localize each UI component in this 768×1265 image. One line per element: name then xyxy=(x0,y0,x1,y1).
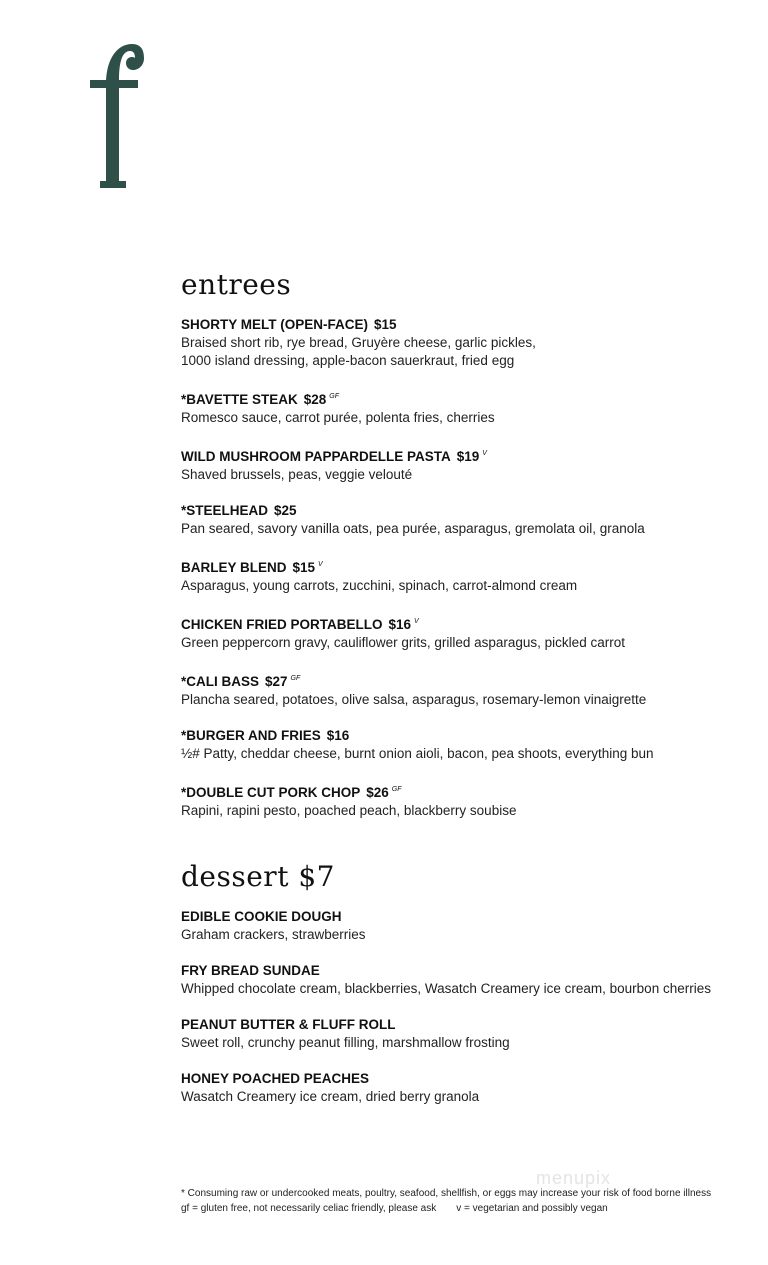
item-description: Braised short rib, rye bread, Gruyère cheese, garlic pickles, xyxy=(181,335,536,350)
item-price: $16 xyxy=(326,728,350,743)
dietary-tag: V xyxy=(414,618,419,625)
item-name: WILD MUSHROOM PAPPARDELLE PASTA xyxy=(181,449,451,464)
item-price: $26 xyxy=(366,785,389,800)
dietary-tag: GF xyxy=(290,675,301,682)
item-name: CHICKEN FRIED PORTABELLO xyxy=(181,617,383,632)
menu-item-chicken-fried-portabello xyxy=(181,613,741,652)
restaurant-logo xyxy=(88,40,144,190)
menu-item-poached-peaches xyxy=(181,1070,741,1106)
item-price: $16 xyxy=(388,617,412,632)
menu-item-bavette-steak xyxy=(181,388,741,427)
menu-item-cookie-dough xyxy=(181,908,741,944)
menu-item-steelhead xyxy=(181,502,741,538)
item-description: Plancha seared, potatoes, olive salsa, asparagus, rosemary-lemon vinaigrette xyxy=(181,692,647,707)
item-price: $19 xyxy=(456,449,480,464)
menu-item-mushroom-pasta xyxy=(181,445,741,484)
item-description: Green peppercorn gravy, cauliflower grits, grilled asparagus, pickled carrot xyxy=(181,635,625,650)
vegetarian-legend: v = vegetarian and possibly vegan xyxy=(456,1203,608,1214)
item-description: 1000 island dressing, apple-bacon sauerkraut, fried egg xyxy=(181,353,515,368)
item-price: $28 xyxy=(303,392,327,407)
footer-notes xyxy=(181,1186,741,1216)
dessert-heading: dessert $7 xyxy=(181,860,335,893)
entrees-heading: entrees xyxy=(181,268,292,301)
item-price: $27 xyxy=(265,674,288,689)
item-description: Asparagus, young carrots, zucchini, spinach, carrot-almond cream xyxy=(181,578,578,593)
item-name: *BURGER AND FRIES xyxy=(181,728,321,743)
menu-item-burger-and-fries xyxy=(181,727,741,763)
item-description: ½# Patty, cheddar cheese, burnt onion aioli, bacon, pea shoots, everything bun xyxy=(181,746,654,761)
item-description: Shaved brussels, peas, veggie velouté xyxy=(181,467,413,482)
item-name: *CALI BASS xyxy=(181,674,260,689)
menu-item-barley-blend xyxy=(181,556,741,595)
raw-food-disclaimer: * Consuming raw or undercooked meats, poultry, seafood, shellfish, or eggs may increase your risk of food borne illness xyxy=(181,1188,712,1199)
item-description: Rapini, rapini pesto, poached peach, blackberry soubise xyxy=(181,803,517,818)
menu-item-cali-bass xyxy=(181,670,741,709)
item-name: BARLEY BLEND xyxy=(181,560,287,575)
item-price: $25 xyxy=(274,503,297,518)
menu-item-pork-chop xyxy=(181,781,741,820)
item-price: $15 xyxy=(292,560,316,575)
item-name: EDIBLE COOKIE DOUGH xyxy=(181,909,342,924)
item-description: Wasatch Creamery ice cream, dried berry granola xyxy=(181,1089,480,1104)
item-description: Pan seared, savory vanilla oats, pea purée, asparagus, gremolata oil, granola xyxy=(181,521,645,536)
item-description: Romesco sauce, carrot purée, polenta fries, cherries xyxy=(181,410,495,425)
item-name: SHORTY MELT (OPEN-FACE) xyxy=(181,317,369,332)
dietary-tag: GF xyxy=(391,786,402,793)
item-name: FRY BREAD SUNDAE xyxy=(181,963,320,978)
gluten-free-legend: gf = gluten free, not necessarily celiac friendly, please ask xyxy=(181,1203,437,1214)
menu-content xyxy=(181,268,741,1124)
menu-item-shorty-melt xyxy=(181,316,741,370)
item-name: *STEELHEAD xyxy=(181,503,269,518)
watermark: menupix xyxy=(536,1168,612,1188)
dietary-legend xyxy=(181,1201,741,1216)
item-description: Whipped chocolate cream, blackberries, Wasatch Creamery ice cream, bourbon cherries xyxy=(181,981,711,996)
item-description: Graham crackers, strawberries xyxy=(181,927,366,942)
dietary-tag: V xyxy=(482,450,487,457)
dietary-tag: GF xyxy=(329,393,340,400)
item-price: $15 xyxy=(374,317,397,332)
item-description: Sweet roll, crunchy peanut filling, marshmallow frosting xyxy=(181,1035,510,1050)
menu-item-fluff-roll xyxy=(181,1016,741,1052)
item-name: PEANUT BUTTER & FLUFF ROLL xyxy=(181,1017,396,1032)
menu-item-fry-bread-sundae xyxy=(181,962,741,998)
item-name: *BAVETTE STEAK xyxy=(181,392,298,407)
dietary-tag: V xyxy=(318,561,323,568)
item-name: HONEY POACHED PEACHES xyxy=(181,1071,370,1086)
item-name: *DOUBLE CUT PORK CHOP xyxy=(181,785,361,800)
